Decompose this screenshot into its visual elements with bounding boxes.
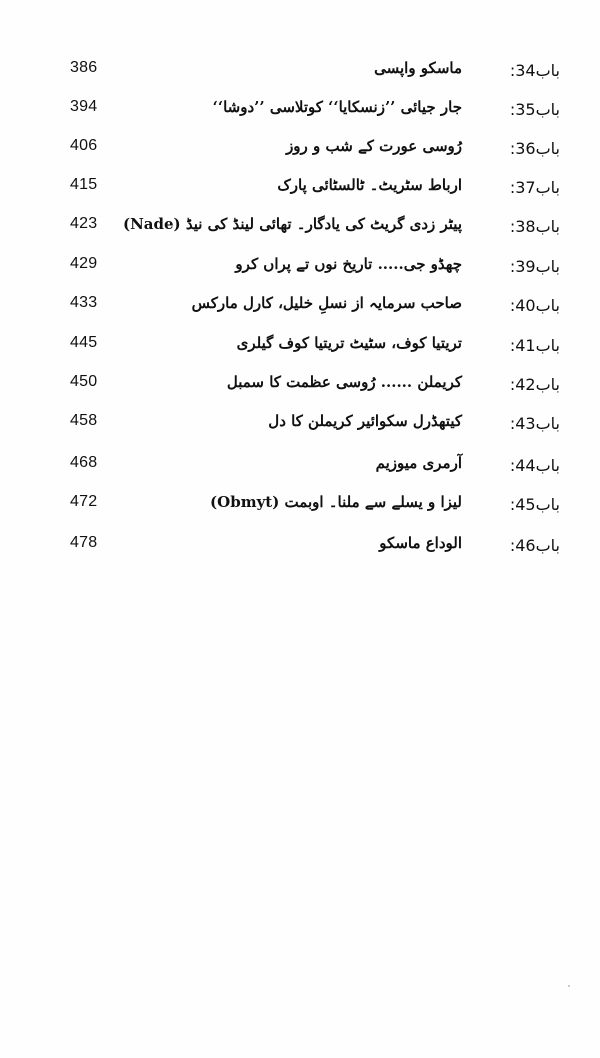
page-number: 406 <box>70 137 98 154</box>
page-number: 472 <box>70 493 98 510</box>
chapter-label: باب42: <box>509 375 560 394</box>
toc-entry <box>40 213 560 247</box>
page-number: 458 <box>70 412 98 429</box>
chapter-title: کیتھڈرل سکوائیر کریملن کا دل <box>268 412 462 430</box>
toc-entry <box>40 491 560 525</box>
toc-entry <box>40 452 560 486</box>
page-number: 433 <box>70 294 98 311</box>
page-number: 450 <box>70 373 98 390</box>
chapter-label: باب34: <box>509 61 560 80</box>
chapter-label: باب35: <box>509 100 560 119</box>
toc-entry <box>40 292 560 326</box>
chapter-label: باب40: <box>509 296 560 315</box>
page-number: 386 <box>70 59 98 76</box>
chapter-label: باب39: <box>509 257 560 276</box>
chapter-title: رُوسی عورت کے شب و روز <box>286 137 462 155</box>
page-number: 429 <box>70 255 98 272</box>
chapter-title: چھڈو جی..... تاریخ نوں تے پراں کرو <box>235 255 462 273</box>
chapter-label: باب38: <box>509 217 560 236</box>
toc-entry <box>40 332 560 366</box>
chapter-title: ارباط سٹریٹ۔ ٹالسٹائی پارک <box>277 176 462 194</box>
toc-entry <box>40 532 560 566</box>
toc-entry <box>40 135 560 169</box>
chapter-label: باب36: <box>509 139 560 158</box>
chapter-label: باب46: <box>509 536 560 555</box>
chapter-title: صاحب سرمایہ از نسلِ خلیل، کارل مارکس <box>191 294 462 312</box>
toc-entry <box>40 57 560 91</box>
page-number: 445 <box>70 334 98 351</box>
page-number: 423 <box>70 215 98 232</box>
page-number: 468 <box>70 454 98 471</box>
chapter-title: کریملن ...... رُوسی عظمت کا سمبل <box>226 373 462 391</box>
chapter-label: باب41: <box>509 336 560 355</box>
chapter-title: لیزا و یسلے سے ملنا۔ اوبمت (Obmyt) <box>210 493 462 511</box>
page-number: 394 <box>70 98 98 115</box>
chapter-title: جار جیائی ’’زنسکایا‘‘ کوتلاسی ’’دوشا‘‘ <box>212 98 462 116</box>
chapter-label: باب37: <box>509 178 560 197</box>
chapter-label: باب43: <box>509 414 560 433</box>
chapter-label: باب44: <box>509 456 560 475</box>
paper-speck <box>568 985 570 987</box>
page-number: 415 <box>70 176 98 193</box>
toc-entry <box>40 253 560 287</box>
toc-entry <box>40 371 560 405</box>
chapter-title: آرمری میوزیم <box>375 454 462 472</box>
page-number: 478 <box>70 534 98 551</box>
chapter-title: پیٹر زدی گریٹ کی یادگار۔ تھائی لینڈ کی نیڈ (Nade) <box>122 215 462 233</box>
chapter-title: الوداع ماسکو <box>379 534 462 552</box>
chapter-label: باب45: <box>509 495 560 514</box>
toc-entry <box>40 174 560 208</box>
chapter-title: ماسکو واپسی <box>374 59 462 77</box>
chapter-title: تریتیا کوف، سٹیٹ تریتیا کوف گیلری <box>236 334 462 352</box>
toc-entry <box>40 410 560 444</box>
toc-entry <box>40 96 560 130</box>
